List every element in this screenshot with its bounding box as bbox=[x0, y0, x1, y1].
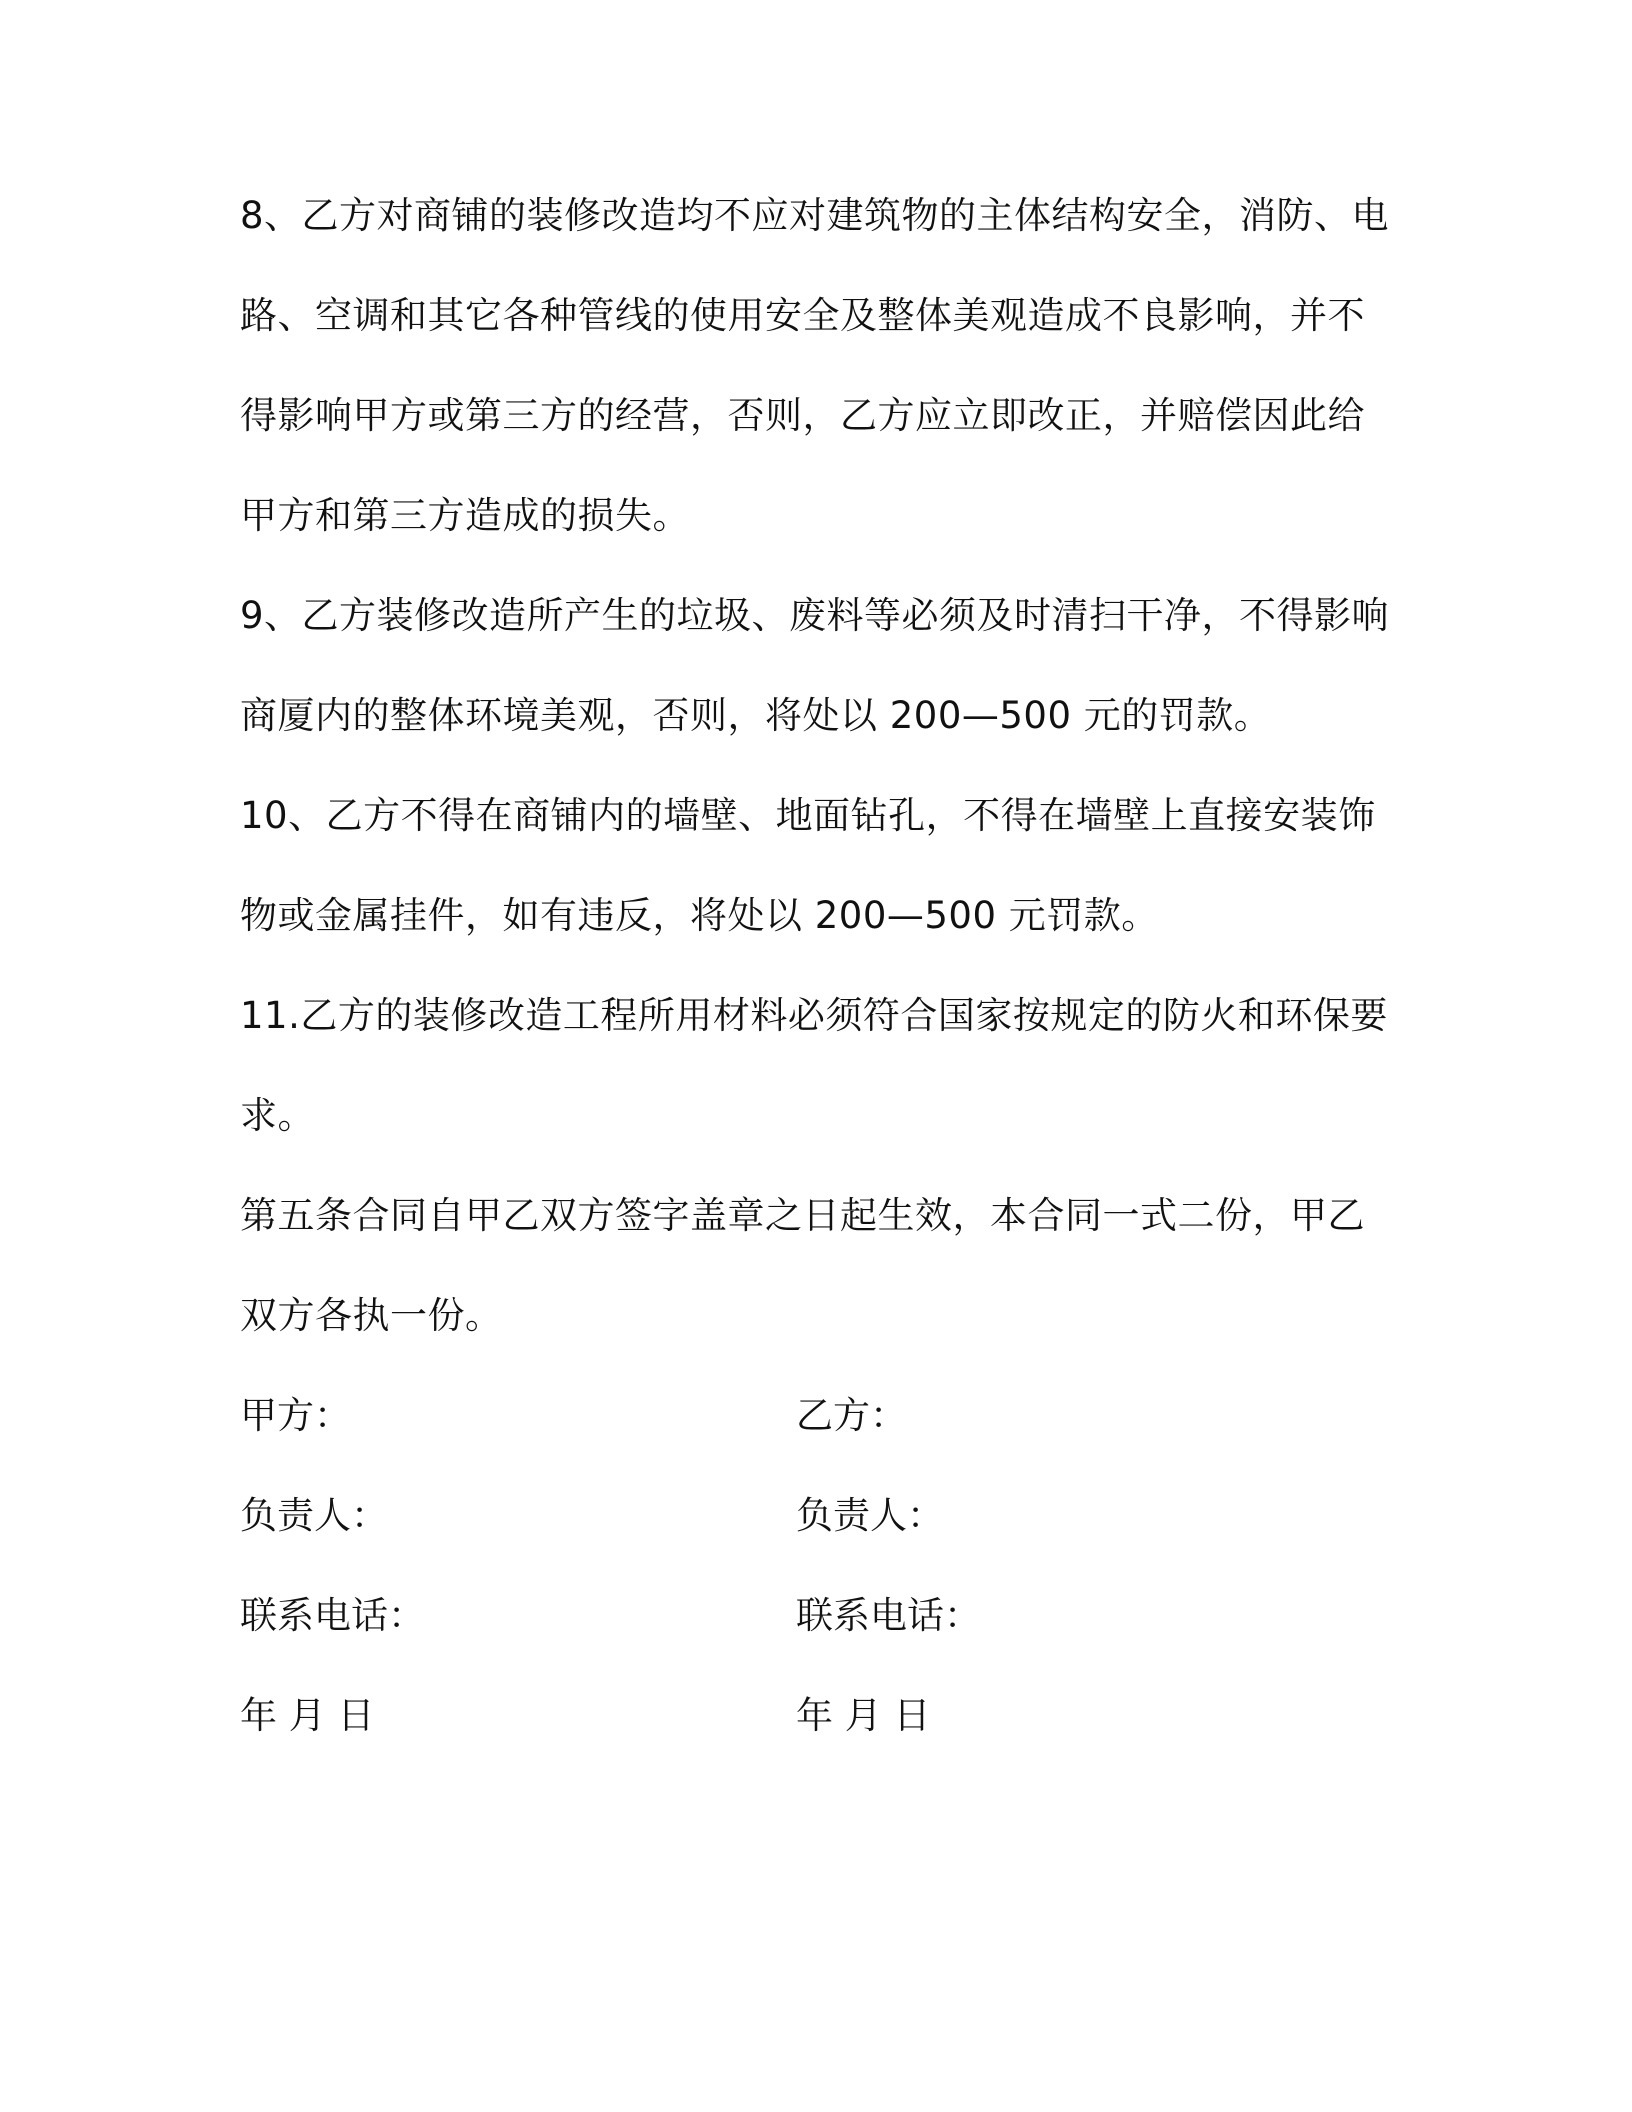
party-b-date-label: 年 月 日 bbox=[796, 1694, 931, 1737]
clause-8-line-4: 甲方和第三方造成的损失。 bbox=[240, 494, 690, 537]
clause-8-line-3: 得影响甲方或第三方的经营，否则，乙方应立即改正，并赔偿因此给 bbox=[240, 394, 1365, 437]
clause-10-line-1: 10、乙方不得在商铺内的墙壁、地面钻孔，不得在墙壁上直接安装饰 bbox=[240, 794, 1376, 837]
party-a-person-label: 负责人： bbox=[240, 1494, 388, 1537]
clause-8-line-2: 路、空调和其它各种管线的使用安全及整体美观造成不良影响，并不 bbox=[240, 294, 1365, 337]
party-a-date-label: 年 月 日 bbox=[240, 1694, 375, 1737]
party-a-label: 甲方： bbox=[240, 1394, 351, 1437]
article-5-line-1: 第五条合同自甲乙双方签字盖章之日起生效，本合同一式二份，甲乙 bbox=[240, 1194, 1365, 1237]
party-b-person-label: 负责人： bbox=[796, 1494, 944, 1537]
clause-9-line-2: 商厦内的整体环境美观，否则，将处以 200—500 元的罚款。 bbox=[240, 694, 1272, 737]
party-b-label: 乙方： bbox=[796, 1394, 907, 1437]
clause-11-line-2: 求。 bbox=[240, 1094, 315, 1137]
clause-11-line-1: 11.乙方的装修改造工程所用材料必须符合国家按规定的防火和环保要 bbox=[240, 994, 1388, 1037]
clause-10-line-2: 物或金属挂件，如有违反，将处以 200—500 元罚款。 bbox=[240, 894, 1159, 937]
clause-8-line-1: 8、乙方对商铺的装修改造均不应对建筑物的主体结构安全，消防、电 bbox=[240, 194, 1390, 237]
party-a-phone-label: 联系电话： bbox=[240, 1594, 425, 1637]
party-b-phone-label: 联系电话： bbox=[796, 1594, 981, 1637]
clause-9-line-1: 9、乙方装修改造所产生的垃圾、废料等必须及时清扫干净，不得影响 bbox=[240, 594, 1390, 637]
article-5-line-2: 双方各执一份。 bbox=[240, 1294, 503, 1337]
